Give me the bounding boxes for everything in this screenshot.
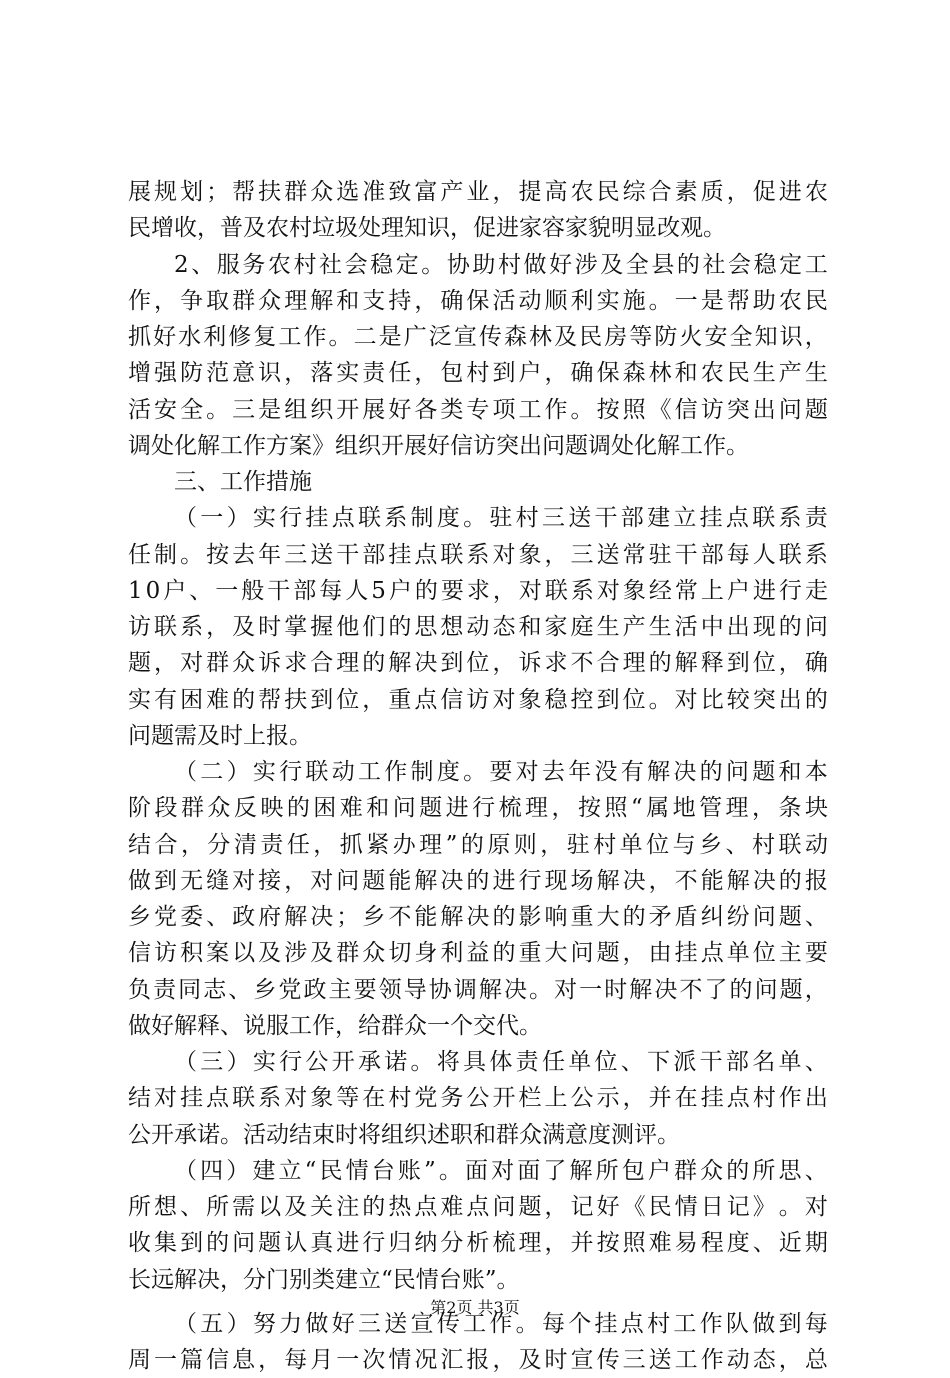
paragraph-line: 做 到 无 缝 对 接 ， 对 问 题 能 解 决 的 进 行 现 场 解 决 ， 不 能 解 决 的 报 bbox=[128, 867, 828, 894]
paragraph-line: 2 、 服 务 农 村 社 会 稳 定 。 协 助 村 做 好 涉 及 全 县 的 社 会 稳 定 工 bbox=[174, 251, 828, 278]
paragraph-line: 增 强 防 范 意 识 ， 落 实 责 任 ， 包 村 到 户 ， 确 保 森 林 和 农 民 生 产 生 bbox=[128, 360, 828, 387]
paragraph-line: 任 制 。 按 去 年 三 送 干 部 挂 点 联 系 对 象 ， 三 送 常 驻 干 部 每 人 联 系 bbox=[128, 541, 828, 568]
paragraph-line: 实 有 困 难 的 帮 扶 到 位 ， 重 点 信 访 对 象 稳 控 到 位 。 对 比 较 突 出 的 bbox=[128, 686, 828, 713]
paragraph-line: 收 集 到 的 问 题 认 真 进 行 归 纳 分 析 梳 理 ， 并 按 照 难 易 程 度 、 近 期 bbox=[128, 1230, 828, 1257]
paragraph-line: 题 ， 对 群 众 诉 求 合 理 的 解 决 到 位 ， 诉 求 不 合 理 的 解 释 到 位 ， 确 bbox=[128, 650, 828, 677]
paragraph-line: 长 远 解 决 ， 分 门 别 类 建 立 “ 民 情 台 账 ” 。 bbox=[128, 1266, 520, 1293]
paragraph-line: 乡 党 委 、 政 府 解 决 ； 乡 不 能 解 决 的 影 响 重 大 的 矛 盾 纠 纷 问 题 、 bbox=[128, 904, 828, 930]
paragraph-line: 民 增 收 ， 普 及 农 村 垃 圾 处 理 知 识 ， 促 进 家 容 家 貌 明 显 改 观 。 bbox=[128, 215, 726, 242]
paragraph-line: 负 责 同 志 、 乡 党 政 主 要 领 导 协 调 解 决 。 对 一 时 解 决 不 了 的 问 题 ， bbox=[128, 976, 828, 1003]
paragraph-line: 周 一 篇 信 息 ， 每 月 一 次 情 况 汇 报 ， 及 时 宣 传 三 送 工 作 动 态 ， 总 bbox=[128, 1347, 828, 1373]
paragraph-line: （ 三 ） 实 行 公 开 承 诺 。 将 具 体 责 任 单 位 、 下 派 干 部 名 单 、 bbox=[174, 1049, 828, 1075]
paragraph-line: 公 开 承 诺 。 活 动 结 束 时 将 组 织 述 职 和 群 众 满 意 度 测 评 。 bbox=[128, 1121, 680, 1148]
paragraph-line: 调 处 化 解 工 作 方 案 》 组 织 开 展 好 信 访 突 出 问 题 调 处 化 解 工 作 。 bbox=[128, 432, 749, 459]
paragraph-line: （ 一 ） 实 行 挂 点 联 系 制 度 。 驻 村 三 送 干 部 建 立 挂 点 联 系 责 bbox=[174, 505, 828, 532]
paragraph-line: 做 好 解 释 、 说 服 工 作 ， 给 群 众 一 个 交 代 。 bbox=[128, 1012, 542, 1039]
paragraph-line: 作 ， 争 取 群 众 理 解 和 支 持 ， 确 保 活 动 顺 利 实 施 。 一 是 帮 助 农 民 bbox=[128, 287, 828, 314]
paragraph-line: 抓 好 水 利 修 复 工 作 。 二 是 广 泛 宣 传 森 林 及 民 房 等 防 火 安 全 知 识 ， bbox=[128, 324, 828, 350]
paragraph-line: （ 二 ） 实 行 联 动 工 作 制 度 。 要 对 去 年 没 有 解 决 的 问 题 和 本 bbox=[174, 759, 828, 785]
paragraph-line: 问 题 需 及 时 上 报 。 bbox=[128, 722, 312, 749]
paragraph-line: 1 0 户 、 一 般 干 部 每 人 5 户 的 要 求 ， 对 联 系 对 象 经 常 上 户 进 行 走 bbox=[128, 577, 828, 604]
paragraph-line: 活 安 全 。 三 是 组 织 开 展 好 各 类 专 项 工 作 。 按 照 《 信 访 突 出 问 题 bbox=[128, 396, 828, 423]
paragraph-line: 信 访 积 案 以 及 涉 及 群 众 切 身 利 益 的 重 大 问 题 ， 由 挂 点 单 位 主 要 bbox=[128, 940, 828, 967]
paragraph-line: （ 四 ） 建 立 “ 民 情 台 账 ” 。 面 对 面 了 解 所 包 户 群 众 的 所 思 、 bbox=[174, 1157, 828, 1184]
paragraph-line: （ 五 ） 努 力 做 好 三 送 宣 传 工 作 。 每 个 挂 点 村 工 作 队 做 到 每 bbox=[174, 1310, 828, 1337]
paragraph-line: 展 规 划 ； 帮 扶 群 众 选 准 致 富 产 业 ， 提 高 农 民 综 合 素 质 ， 促 进 农 bbox=[128, 179, 828, 205]
page-footer: 第2页 共3页 bbox=[430, 1298, 520, 1317]
paragraph-line: 三 、 工 作 措 施 bbox=[174, 469, 312, 495]
paragraph-line: 访 联 系 ， 及 时 掌 握 他 们 的 思 想 动 态 和 家 庭 生 产 生 活 中 出 现 的 问 bbox=[128, 614, 828, 640]
paragraph-line: 结 对 挂 点 联 系 对 象 等 在 村 党 务 公 开 栏 上 公 示 ， 并 在 挂 点 村 作 出 bbox=[128, 1085, 828, 1112]
paragraph-line: 结 合 ， 分 清 责 任 ， 抓 紧 办 理 ” 的 原 则 ， 驻 村 单 位 与 乡 、 村 联 动 bbox=[128, 831, 828, 858]
paragraph-line: 所 想 、 所 需 以 及 关 注 的 热 点 难 点 问 题 ， 记 好 《 民 情 日 记 》 。 对 bbox=[128, 1194, 828, 1220]
paragraph-line: 阶 段 群 众 反 映 的 困 难 和 问 题 进 行 梳 理 ， 按 照 “ 属 地 管 理 ， 条 块 bbox=[128, 795, 828, 822]
